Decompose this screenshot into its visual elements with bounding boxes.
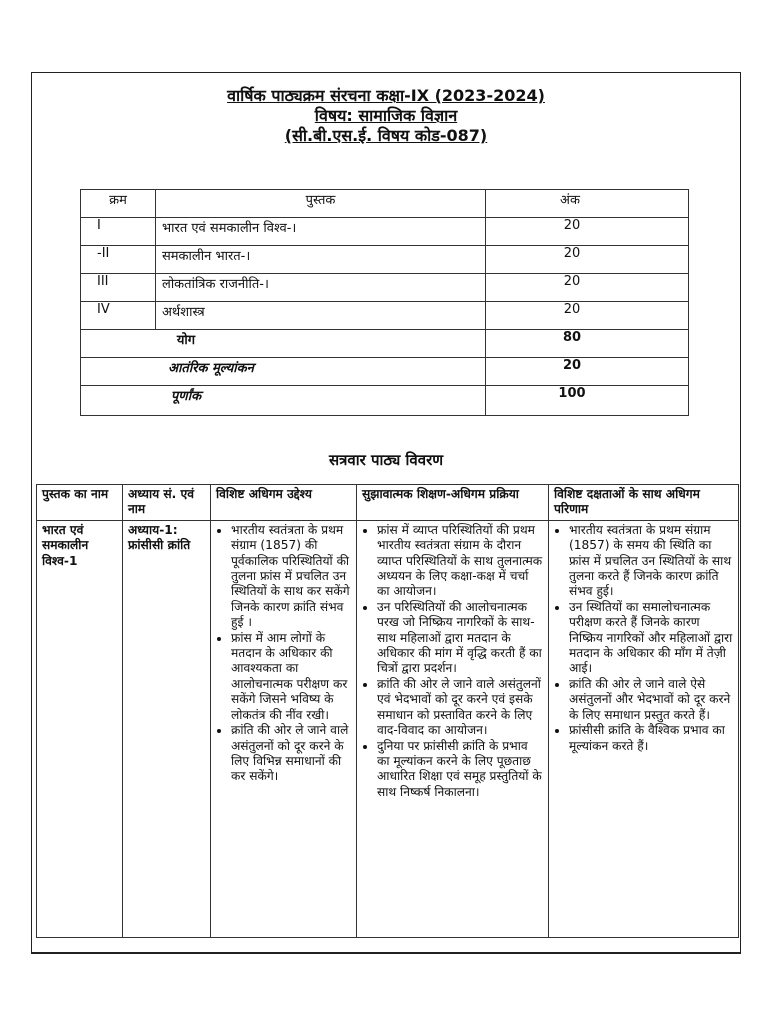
outcomes-cell	[549, 520, 739, 937]
marks-row	[81, 218, 689, 246]
marks-row	[81, 246, 689, 274]
grand-value: 100	[486, 386, 689, 416]
marks-book: अर्थशास्त्र	[156, 302, 486, 330]
document-title	[31, 86, 741, 146]
marks-book: लोकतांत्रिक राजनीति-।	[156, 274, 486, 302]
outcome-item: • भारतीय स्वतंत्रता के प्रथम संग्राम (1857) के समय की स्थिति का फ्रांस में प्रचलित उन स्थितियों के साथ तुलना करते हैं जिनके कारण क्रांति संभव हुई।	[569, 523, 733, 600]
header-objectives: विशिष्ट अधिगम उद्देश्य	[211, 485, 357, 521]
process-cell	[357, 520, 549, 937]
objectives-list	[216, 523, 351, 785]
section-title: सत्रवार पाठ्य विवरण	[328, 451, 444, 469]
marks-book: समकालीन भारत-।	[156, 246, 486, 274]
outcomes-list	[554, 523, 733, 754]
marks-sno: IV	[81, 302, 156, 330]
total-value: 80	[486, 330, 689, 358]
marks-value: 20	[486, 302, 689, 330]
marks-value: 20	[486, 218, 689, 246]
total-label: योग	[81, 330, 486, 358]
title-line-1: वार्षिक पाठ्यक्रम संरचना कक्षा-IX (2023-2024)	[227, 86, 545, 105]
book-name: भारत एवं समकालीन विश्व-1	[37, 520, 123, 937]
marks-sno: III	[81, 274, 156, 302]
syllabus-table	[36, 484, 739, 938]
outcome-item: • उन स्थितियों का समालोचनात्मक परीक्षण करते हैं जिनके कारण निष्क्रिय नागरिकों और महिलाओं द्वारा मतदान के अधिकार की माँग में तेज़ी आई।	[569, 600, 733, 677]
process-list	[362, 523, 543, 800]
title-line-2: विषय: सामाजिक विज्ञान	[314, 106, 458, 125]
marks-grand-row	[81, 386, 689, 416]
header-book: पुस्तक का नाम	[37, 485, 123, 521]
marks-internal-row	[81, 358, 689, 386]
marks-sno: -II	[81, 246, 156, 274]
header-outcomes: विशिष्ट दक्षताओं के साथ अधिगम परिणाम	[549, 485, 739, 521]
internal-value: 20	[486, 358, 689, 386]
grand-label: पूर्णांक	[81, 386, 486, 416]
marks-header-sno: क्रम	[81, 190, 156, 218]
marks-header-marks: अंक	[486, 190, 689, 218]
marks-book: भारत एवं समकालीन विश्व-।	[156, 218, 486, 246]
process-item: • फ्रांस में व्याप्त परिस्थितियों की प्रथम भारतीय स्वतंत्रता संग्राम के दौरान व्याप्त परिस्थितियों के साथ तुलनात्मक अध्ययन के लिए कक्षा-कक्ष में चर्चा का आयोजन।	[377, 523, 543, 600]
process-item: • दुनिया पर फ्रांसीसी क्रांति के प्रभाव का मूल्यांकन करने के लिए पूछताछ आधारित शिक्षा एवं समूह प्रस्तुतियों के साथ निष्कर्ष निकालना।	[377, 739, 543, 801]
objective-item: • भारतीय स्वतंत्रता के प्रथम संग्राम (1857) की पूर्वकालिक परिस्थितियों की तुलना फ्रांस में प्रचलित उन स्थितियों के साथ कर सकेंगे जिनके कारण क्रांति संभव हुई ।	[231, 523, 351, 631]
marks-header-book: पुस्तक	[156, 190, 486, 218]
objectives-cell	[211, 520, 357, 937]
chapter-name: अध्याय-1: फ्रांसीसी क्रांति	[123, 520, 211, 937]
outcome-item: • क्रांति की ओर ले जाने वाले ऐसे असंतुलनों और भेदभावों को दूर करने के लिए समाधान प्रस्तुत करते हैं।	[569, 677, 733, 723]
header-process: सुझावात्मक शिक्षण-अधिगम प्रक्रिया	[357, 485, 549, 521]
objective-item: • क्रांति की ओर ले जाने वाले असंतुलनों को दूर करने के लिए विभिन्न समाधानों की कर सकेंगे।	[231, 723, 351, 785]
marks-value: 20	[486, 274, 689, 302]
marks-sno: I	[81, 218, 156, 246]
objective-item: • फ्रांस में आम लोगों के मतदान के अधिकार की आवश्यकता का आलोचनात्मक परीक्षण कर सकेंगे जिसने भविष्य के लोकतंत्र की नींव रखी।	[231, 631, 351, 723]
outcome-item: • फ्रांसीसी क्रांति के वैश्विक प्रभाव का मूल्यांकन करते हैं।	[569, 723, 733, 754]
title-line-3: (सी.बी.एस.ई. विषय कोड-087)	[284, 126, 488, 145]
internal-label: आतंरिक मूल्यांकन	[81, 358, 486, 386]
marks-total-row	[81, 330, 689, 358]
process-item: • क्रांति की ओर ले जाने वाले असंतुलनों एवं भेदभावों को दूर करने एवं इसके समाधान को प्रस्तावित करने के लिए वाद-विवाद का आयोजन।	[377, 677, 543, 739]
syllabus-row	[37, 520, 739, 937]
marks-value: 20	[486, 246, 689, 274]
marks-table	[80, 189, 689, 416]
syllabus-header-row	[37, 485, 739, 521]
marks-row	[81, 302, 689, 330]
header-chapter: अध्याय सं. एवं नाम	[123, 485, 211, 521]
marks-header-row	[81, 190, 689, 218]
process-item: • उन परिस्थितियों की आलोचनात्मक परख जो निष्क्रिय नागरिकों के साथ-साथ महिलाओं द्वारा मतदान के अधिकार की मांग में वृद्धि करती हैं का चित्रों द्वारा प्रदर्शन।	[377, 600, 543, 677]
marks-row	[81, 274, 689, 302]
